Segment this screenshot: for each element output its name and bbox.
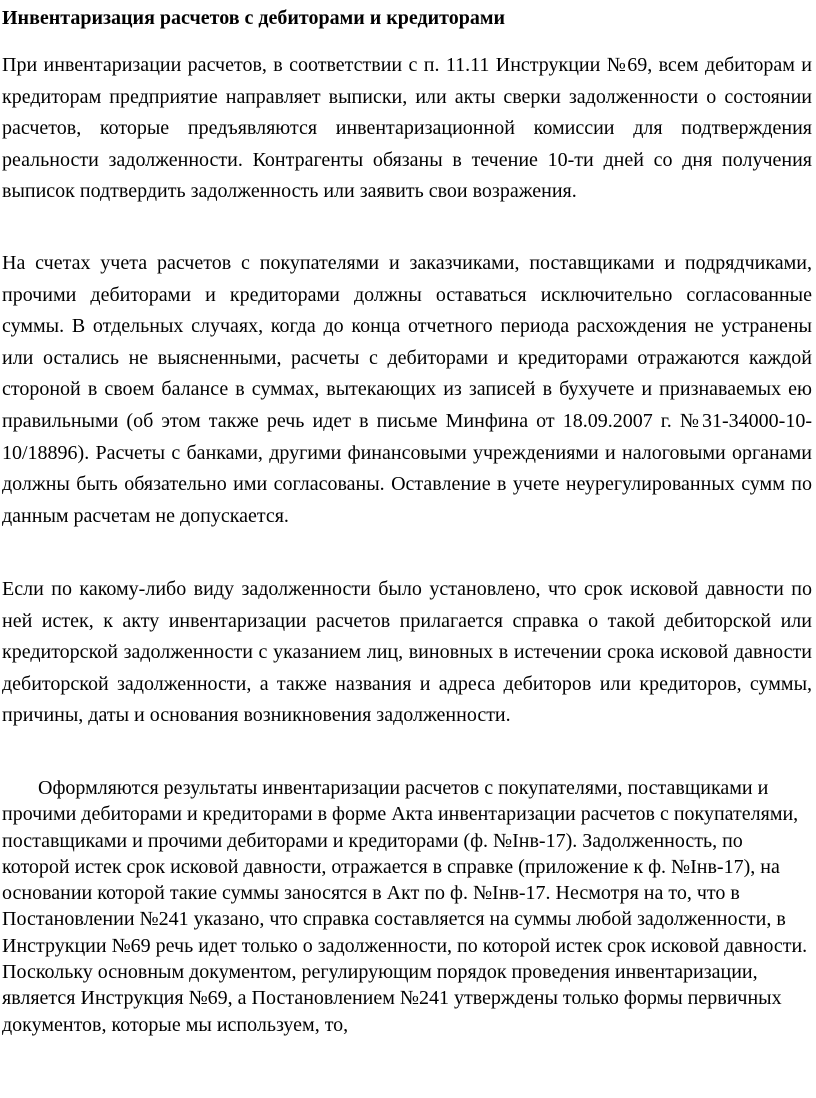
paragraph-limitation-period: Если по какому-либо виду задолженности было установлено, что срок исковой давности по ней истек, к акту инвентаризации расчетов прилагается справка о такой дебиторской или кредиторской задолженности с указанием лиц, виновных в истечении срока исковой давности дебиторской задолженности, а также названия и адреса дебиторов или кредиторов, суммы, причины, даты и основания возникновения задолженности. — [2, 578, 812, 727]
document-title: Инвентаризация расчетов с дебиторами и кредиторами — [2, 7, 505, 29]
paragraph-inventory-act: Оформляются результаты инвентаризации расчетов с покупателями, поставщиками и прочими дебиторами и кредиторами в форме Акта инвентаризации расчетов с покупателями, поставщиками и прочими дебиторами и кредиторами (ф. №Інв-17). Задолженность, по которой истек срок исковой давности, отражается в справке (приложение к ф. №Інв-17), на основании которой такие суммы заносятся в Акт по ф. №Інв-17. Несмотря на то, что в Постановлении №241 указано, что справка составляется на суммы любой задолженности, в Инструкции №69 речь идет только о задолженности, по которой истек срок исковой давности. Поскольку основным документом, регулирующим порядок проведения инвентаризации, является Инструкция №69, а Постановлением №241 утверждены только формы первичных документов, которые мы используем, то, — [2, 777, 808, 1036]
paragraph-agreed-amounts: На счетах учета расчетов с покупателями и заказчиками, поставщиками и подрядчиками, прочими дебиторами и кредиторами должны оставаться исключительно согласованные суммы. В отдельных случаях, когда до конца отчетного периода расхождения не устранены или остались не выясненными, расчеты с дебиторами и кредиторами отражаются каждой стороной в своем балансе в суммах, вытекающих из записей в бухучете и признаваемых ею правильными (об этом также речь идет в письме Минфина от 18.09.2007 г. №31-34000-10-10/18896). Расчеты с банками, другими финансовыми учреждениями и налоговыми органами должны быть обязательно ими согласованы. Оставление в учете неурегулированных сумм по данным расчетам не допускается. — [2, 252, 812, 527]
paragraph-verification-statements: При инвентаризации расчетов, в соответствии с п. 11.11 Инструкции №69, всем дебиторам и кредиторам предприятие направляет выписки, или акты сверки задолженности о состоянии расчетов, которые предъявляются инвентаризационной комиссии для подтверждения реальности задолженности. Контрагенты обязаны в течение 10-ти дней со дня получения выписок подтвердить задолженность или заявить свои возражения. — [2, 54, 812, 203]
